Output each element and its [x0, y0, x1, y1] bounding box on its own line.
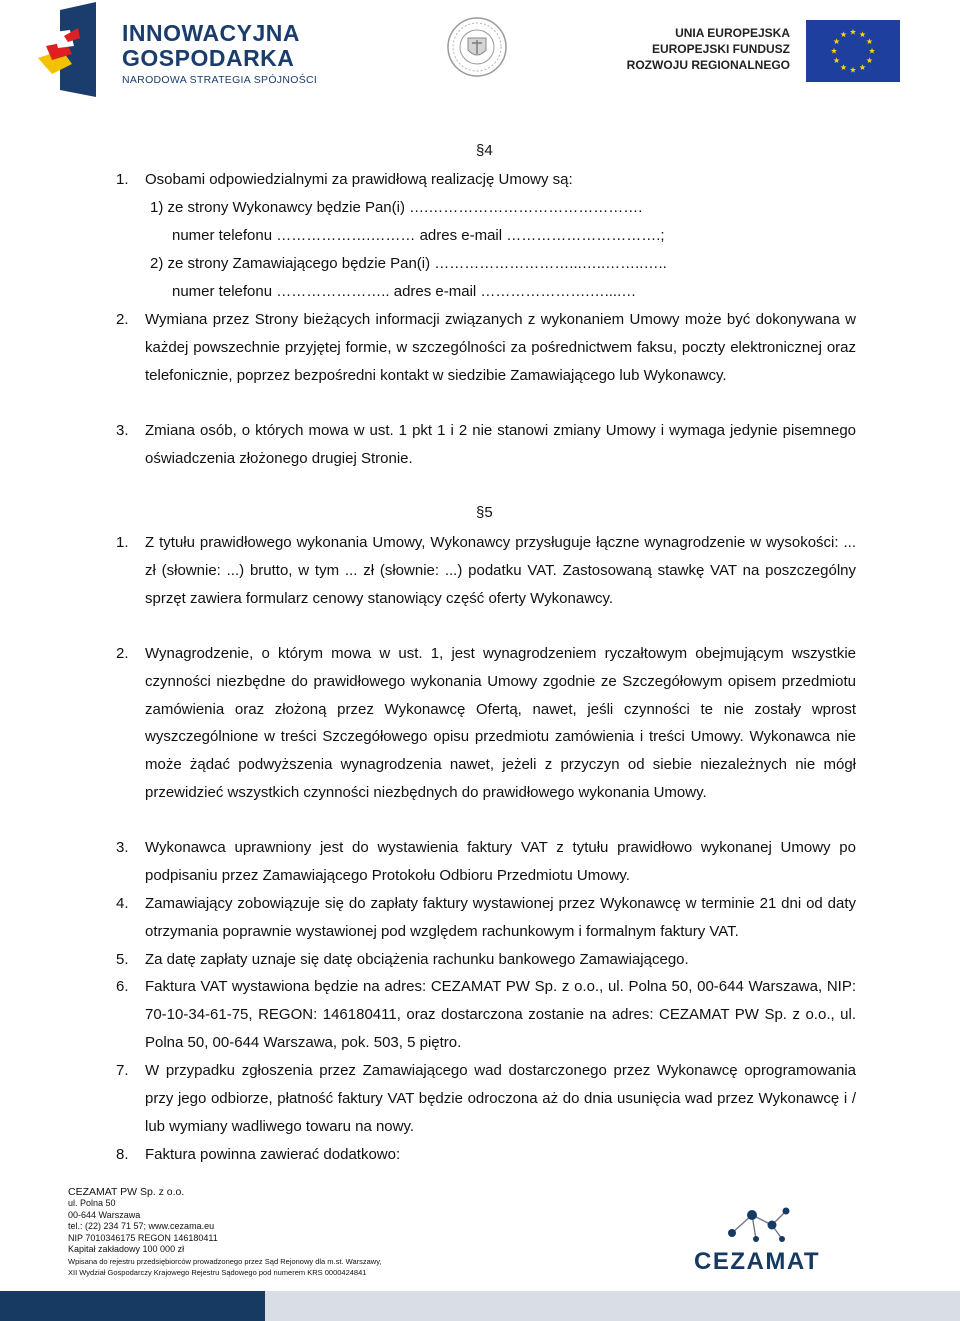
s5-item-7-text: W przypadku zgłoszenia przez Zamawiającego wad dostarczonego przez Wykonawcę oprogramowania przy jego odbiorze, płatność faktury VAT będzie odroczona aż do dnia usunięcia wad przez Wykonawcę i / lub wymiany wadliwego towaru na nowy.	[145, 1062, 856, 1135]
s5-item-4-number: 4.	[116, 895, 129, 912]
s5-item-1-number: 1.	[116, 534, 129, 551]
footer-company-info	[68, 1186, 381, 1279]
footer-street: ul. Polna 50	[68, 1198, 116, 1208]
s4-item-2-number: 2.	[116, 311, 129, 328]
s5-item-3-text: Wykonawca uprawniony jest do wystawienia faktury VAT z tytułu prawidłowo wykonanej Umowy po podpisaniu przez Zamawiającego Protokołu Odbioru Przedmiotu Umowy.	[145, 839, 856, 884]
s4-employer-person: 2) ze strony Zamawiającego będzie Pan(i) ………………………...…..……..…..	[150, 255, 667, 272]
s4-item-3-text: Zmiana osób, o których mowa w ust. 1 pkt 1 i 2 nie stanowi zmiany Umowy i wymaga jedynie pisemnego oświadczenia złożonego drugiej Stronie.	[145, 422, 856, 467]
s5-item-2-number: 2.	[116, 645, 129, 662]
s4-item-2-text: Wymiana przez Strony bieżących informacji związanych z wykonaniem Umowy może być dokonywana w każdej powszechnie przyjętej formie, w szczególności za pośrednictwem faksu, poczty elektronicznej oraz telefonicznie, poprzez bezpośredni kontakt w siedzibie Zamawiającego lub Wykonawcy.	[145, 311, 856, 384]
eu-flag-icon	[806, 20, 900, 82]
s5-item-8-number: 8.	[116, 1146, 129, 1163]
footer-bar-dark	[0, 1291, 265, 1321]
section-5-title: §5	[476, 504, 493, 521]
s4-contractor-person: 1) ze strony Wykonawcy będzie Pan(i) ….…………………………………….	[150, 199, 643, 216]
footer-contact: tel.: (22) 234 71 57; www.cezama.eu	[68, 1221, 215, 1231]
footer-city: 00-644 Warszawa	[68, 1209, 141, 1220]
cezamat-logo-text: CEZAMAT	[694, 1248, 821, 1275]
eu-logo-text	[627, 25, 790, 73]
s5-item-1-text: Z tytułu prawidłowego wykonania Umowy, Wykonawcy przysługuje łączne wynagrodzenie w wysokości: ... zł (słownie: ...) brutto, w tym ... zł (słownie: ...) podatku VAT. Zastosowaną stawkę VAT na poszczególny sprzęt zawiera formularz cenowy stanowiący część oferty Wykonawcy.	[145, 534, 856, 607]
s5-item-5-number: 5.	[116, 951, 129, 968]
footer-registry-1: Wpisana do rejestru przedsiębiorców prowadzonego przez Sąd Rejonowy dla m.st. Warszawy,	[68, 1256, 382, 1266]
footer-registry-2: XII Wydział Gospodarczy Krajowego Rejestru Sądowego pod numerem KRS 0000424841	[68, 1268, 367, 1277]
footer-company: CEZAMAT PW Sp. z o.o.	[68, 1186, 185, 1198]
section-4-title: §4	[476, 142, 493, 159]
seal-icon	[446, 16, 508, 78]
footer-ids: NIP 7010346175 REGON 146180411	[68, 1232, 218, 1243]
footer-capital: Kapitał zakładowy 100 000 zł	[68, 1244, 185, 1254]
s5-item-4-text: Zamawiający zobowiązuje się do zapłaty faktury wystawionej przez Wykonawcę w terminie 21 dni od daty otrzymania poprawnie wystawionej pod względem rachunkowym i formalnym faktury VAT.	[145, 895, 856, 940]
logo-line-2: GOSPODARKA	[122, 45, 295, 71]
s5-item-6-number: 6.	[116, 978, 129, 995]
eu-logo-line-1: UNIA EUROPEJSKA	[675, 26, 790, 40]
eu-logo	[626, 20, 900, 82]
cezamat-logo	[690, 1203, 830, 1275]
s4-contractor-contact: numer telefonu ……………….……… adres e-mail ………………………….;	[172, 227, 665, 244]
s4-employer-contact: numer telefonu ………………….. adres e-mail ………………….…....…	[172, 283, 637, 300]
logo-line-1: INNOWACYJNA	[122, 20, 301, 46]
logo-line-3: NARODOWA STRATEGIA SPÓJNOŚCI	[122, 74, 318, 86]
innowacyjna-gospodarka-emblem-icon	[38, 2, 118, 97]
eu-logo-line-3: ROZWOJU REGIONALNEGO	[626, 58, 790, 72]
university-seal	[446, 16, 508, 78]
innowacyjna-gospodarka-logo	[38, 2, 318, 97]
s4-item-1-text: Osobami odpowiedzialnymi za prawidłową realizację Umowy są:	[145, 171, 573, 188]
s5-item-3-number: 3.	[116, 839, 129, 856]
s4-item-1-number: 1.	[116, 171, 129, 188]
s5-item-8-text: Faktura powinna zawierać dodatkowo:	[145, 1146, 401, 1163]
s5-item-5-text: Za datę zapłaty uznaje się datę obciążenia rachunku bankowego Zamawiającego.	[145, 951, 689, 968]
s5-item-6-text: Faktura VAT wystawiona będzie na adres: CEZAMAT PW Sp. z o.o., ul. Polna 50, 00-644 Warszawa, NIP: 70-10-34-61-75, REGON: 146180411, oraz dostarczona zostanie na adres: CEZAMAT PW Sp. z o.o., ul. Polna 50, 00-644 Warszawa, pok. 503, 5 piętro.	[145, 978, 856, 1051]
s4-item-3-number: 3.	[116, 422, 129, 439]
cezamat-molecule-icon	[690, 1203, 830, 1275]
s5-item-7-number: 7.	[116, 1062, 129, 1079]
s5-item-2-text: Wynagrodzenie, o którym mowa w ust. 1, jest wynagrodzeniem ryczałtowym obejmującym wszystkie czynności niezbędne do prawidłowego wykonania Umowy zgodnie ze Szczegółowym opisem przedmiotu zamówienia oraz złożoną przez Wykonawcę Ofertą, nawet, jeśli czynności te nie zostały wprost wyszczególnione w treści Szczegółowego opisu przedmiotu zamówienia i treści Umowy. Wykonawca nie może żądać podwyższenia wynagrodzenia nawet, jeżeli z przyczyn od siebie niezależnych nie mógł przewidzieć wszystkich czynności niezbędnych do prawidłowego wykonania Umowy.	[145, 645, 856, 801]
footer-bar-light	[265, 1291, 960, 1321]
eu-logo-line-2: EUROPEJSKI FUNDUSZ	[651, 42, 790, 56]
